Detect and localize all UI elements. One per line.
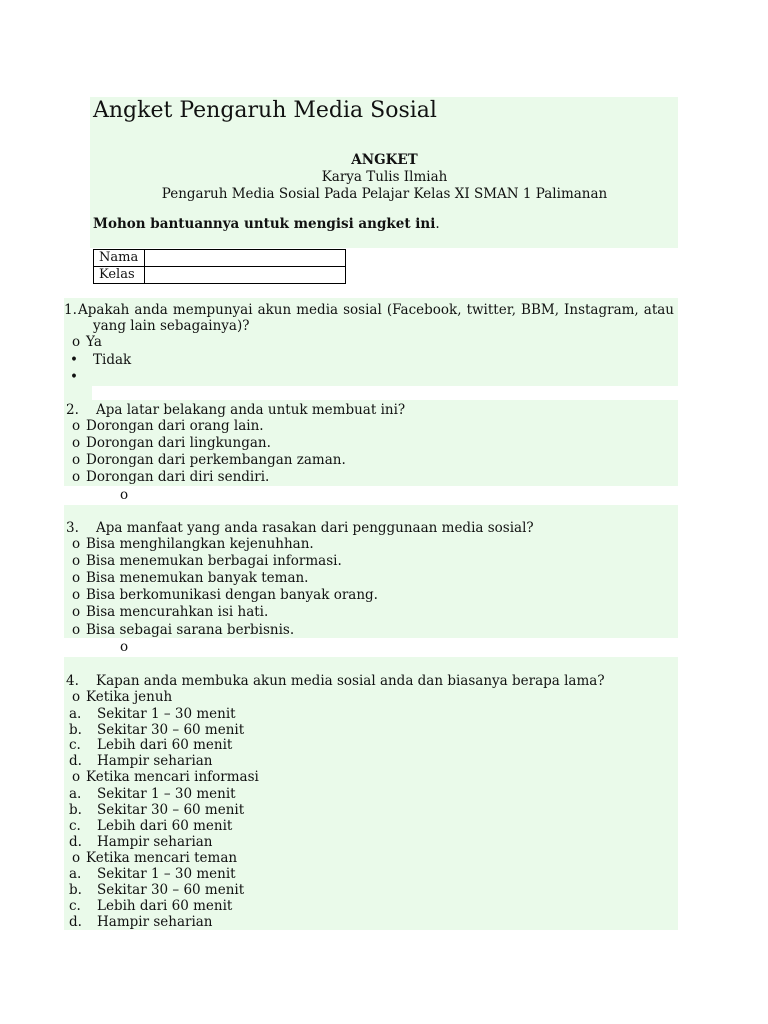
- q3-option-5[interactable]: o Bisa mencurahkan isi hati.: [72, 604, 269, 620]
- q1-line2: yang lain sebagainya)?: [93, 318, 250, 334]
- q4-answer[interactable]: d. Hampir seharian: [69, 753, 213, 769]
- q4-answer[interactable]: b. Sekitar 30 – 60 menit: [69, 722, 245, 738]
- q1-highlight-tail: [64, 384, 92, 401]
- q3-number: 3.: [66, 520, 79, 536]
- label-nama: Nama: [94, 250, 145, 267]
- q4-answer[interactable]: b. Sekitar 30 – 60 menit: [69, 802, 245, 818]
- q1-empty-bullet: •: [70, 369, 78, 385]
- identity-table: [93, 249, 346, 284]
- input-kelas[interactable]: [145, 267, 346, 284]
- q4-answer[interactable]: a. Sekitar 1 – 30 menit: [69, 706, 236, 722]
- q3-empty-circle: o: [120, 639, 129, 655]
- q4-number: 4.: [66, 673, 79, 689]
- label-kelas: Kelas: [94, 267, 145, 284]
- q4-text: Kapan anda membuka akun media sosial anda dan biasanya berapa lama?: [96, 673, 605, 689]
- identity-row-kelas: [94, 267, 346, 284]
- angket-heading: ANGKET: [351, 152, 418, 168]
- q3-option-1[interactable]: o Bisa menghilangkan kejenuhhan.: [72, 536, 314, 552]
- q4-group-label: o Ketika mencari teman: [72, 850, 238, 866]
- q4-answer[interactable]: d. Hampir seharian: [69, 834, 213, 850]
- q2-option-3[interactable]: o Dorongan dari perkembangan zaman.: [72, 452, 346, 468]
- q2-text: Apa latar belakang anda untuk membuat ini?: [96, 402, 406, 418]
- input-nama[interactable]: [145, 250, 346, 267]
- q2-option-2[interactable]: o Dorongan dari lingkungan.: [72, 435, 271, 451]
- q3-option-4[interactable]: o Bisa berkomunikasi dengan banyak orang.: [72, 587, 378, 603]
- q2-empty-circle: o: [120, 487, 129, 503]
- q4-group-label: o Ketika jenuh: [72, 689, 173, 705]
- q3-option-2[interactable]: o Bisa menemukan berbagai informasi.: [72, 553, 342, 569]
- request-text: Mohon bantuannya untuk mengisi angket ini.: [93, 216, 440, 232]
- q4-group-label: o Ketika mencari informasi: [72, 769, 259, 785]
- subheading-karya: Karya Tulis Ilmiah: [321, 169, 448, 185]
- q1-option-ya[interactable]: o Ya: [72, 334, 102, 350]
- q1-number: 1.: [64, 302, 77, 318]
- q4-answer[interactable]: d. Hampir seharian: [69, 914, 213, 930]
- q2-option-1[interactable]: o Dorongan dari orang lain.: [72, 418, 264, 434]
- q4-answer[interactable]: a. Sekitar 1 – 30 menit: [69, 786, 236, 802]
- q4-answer[interactable]: c. Lebih dari 60 menit: [69, 818, 233, 834]
- q4-answer[interactable]: c. Lebih dari 60 menit: [69, 898, 233, 914]
- q4-answer[interactable]: b. Sekitar 30 – 60 menit: [69, 882, 245, 898]
- q2-number: 2.: [66, 402, 79, 418]
- q1-option-tidak[interactable]: • Tidak: [70, 352, 132, 368]
- identity-row-nama: [94, 250, 346, 267]
- q3-option-6[interactable]: o Bisa sebagai sarana berbisnis.: [72, 622, 295, 638]
- q3-text: Apa manfaat yang anda rasakan dari penggunaan media sosial?: [96, 520, 534, 536]
- q1-line1: Apakah anda mempunyai akun media sosial (Facebook, twitter, BBM, Instagram, atau: [78, 302, 674, 318]
- q4-answer[interactable]: a. Sekitar 1 – 30 menit: [69, 866, 236, 882]
- page-title: Angket Pengaruh Media Sosial: [93, 98, 437, 123]
- q4-answer[interactable]: c. Lebih dari 60 menit: [69, 737, 233, 753]
- q2-option-4[interactable]: o Dorongan dari diri sendiri.: [72, 469, 270, 485]
- subheading-topic: Pengaruh Media Sosial Pada Pelajar Kelas XI SMAN 1 Palimanan: [161, 186, 608, 202]
- q3-option-3[interactable]: o Bisa menemukan banyak teman.: [72, 570, 309, 586]
